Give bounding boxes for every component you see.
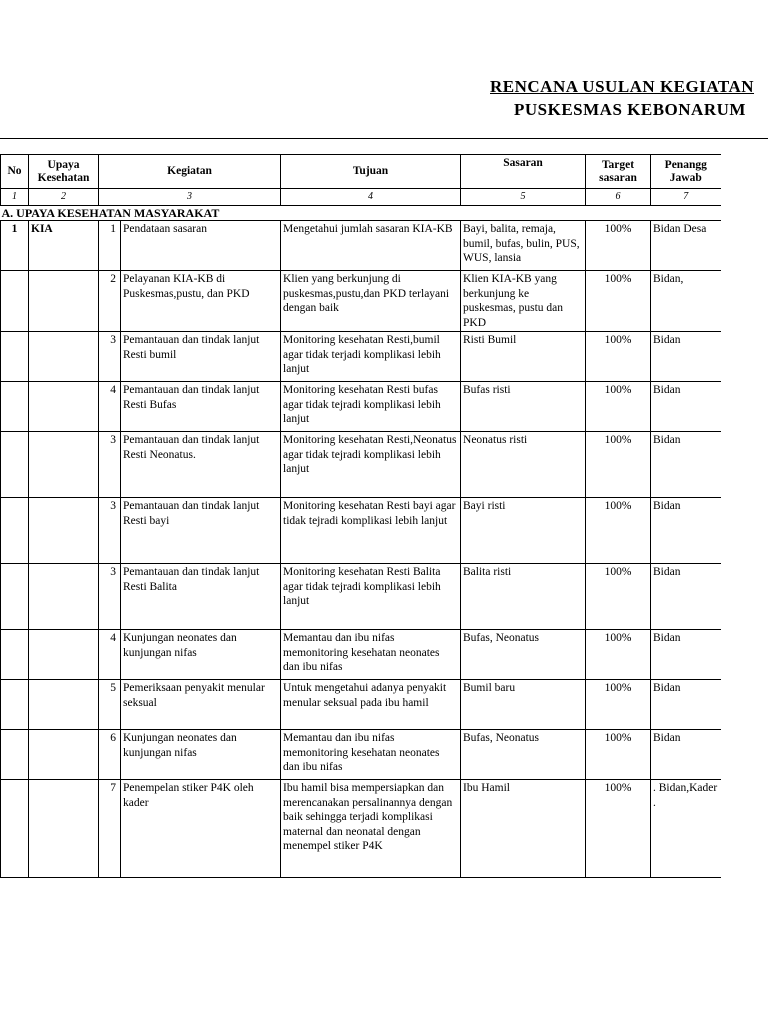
- row-tujuan: Monitoring kesehatan Resti Balita agar tidak tejradi komplikasi lebih lanjut: [281, 564, 461, 630]
- table-row: [1, 432, 721, 498]
- row-sasaran: Bayi risti: [461, 498, 586, 564]
- row-kegiatan: Pemantauan dan tindak lanjut Resti Balita: [121, 564, 281, 630]
- table-row: [1, 564, 721, 630]
- row-sub-number: 3: [99, 564, 121, 630]
- row-penanggung-jawab: Bidan: [651, 564, 721, 630]
- row-sasaran: Ibu Hamil: [461, 780, 586, 878]
- row-sub-number: 2: [99, 271, 121, 332]
- activity-plan-table: [0, 154, 721, 878]
- row-kegiatan: Pemantauan dan tindak lanjut Resti bumil: [121, 332, 281, 382]
- row-sub-number: 1: [99, 221, 121, 271]
- header-no: No: [1, 155, 29, 189]
- row-tujuan: Mengetahui jumlah sasaran KIA-KB: [281, 221, 461, 271]
- row-tujuan: Monitoring kesehatan Resti,Neonatus agar tidak tejradi komplikasi lebih lanjut: [281, 432, 461, 498]
- row-number: [1, 564, 29, 630]
- row-sub-number: 6: [99, 730, 121, 780]
- row-upaya: [29, 780, 99, 878]
- row-upaya: [29, 498, 99, 564]
- header-kegiatan: Kegiatan: [99, 155, 281, 189]
- row-target: 100%: [586, 630, 651, 680]
- row-sasaran: Klien KIA-KB yang berkunjung ke puskesmas, pustu dan PKD: [461, 271, 586, 332]
- table-row: [1, 498, 721, 564]
- row-kegiatan: Pendataan sasaran: [121, 221, 281, 271]
- row-sasaran: Bufas, Neonatus: [461, 630, 586, 680]
- row-number: 1: [1, 221, 29, 271]
- row-sasaran: Bayi, balita, remaja, bumil, bufas, bulin, PUS, WUS, lansia: [461, 221, 586, 271]
- row-sub-number: 3: [99, 432, 121, 498]
- table-body: [1, 221, 721, 878]
- row-upaya: [29, 730, 99, 780]
- row-upaya: [29, 432, 99, 498]
- row-kegiatan: Pelayanan KIA-KB di Puskesmas,pustu, dan PKD: [121, 271, 281, 332]
- row-kegiatan: Pemantauan dan tindak lanjut Resti bayi: [121, 498, 281, 564]
- row-sasaran: Bumil baru: [461, 680, 586, 730]
- row-target: 100%: [586, 564, 651, 630]
- row-upaya: [29, 564, 99, 630]
- table-row: [1, 630, 721, 680]
- table-row: [1, 780, 721, 878]
- header-row: [1, 155, 721, 189]
- row-number: [1, 630, 29, 680]
- row-target: 100%: [586, 221, 651, 271]
- section-title: A. UPAYA KESEHATAN MASYARAKAT: [1, 206, 721, 221]
- row-sub-number: 5: [99, 680, 121, 730]
- row-penanggung-jawab: Bidan: [651, 432, 721, 498]
- row-penanggung-jawab: Bidan: [651, 630, 721, 680]
- row-tujuan: Ibu hamil bisa mempersiapkan dan merencanakan persalinannya dengan baik sehingga terjadi komplikasi maternal dan neonatal dengan menempel stiker P4K: [281, 780, 461, 878]
- row-number: [1, 432, 29, 498]
- row-upaya: [29, 271, 99, 332]
- row-target: 100%: [586, 498, 651, 564]
- row-penanggung-jawab: Bidan: [651, 730, 721, 780]
- row-upaya: [29, 382, 99, 432]
- document-title: RENCANA USULAN KEGIATAN: [490, 77, 755, 96]
- header-sasaran: Sasaran: [461, 155, 586, 189]
- row-target: 100%: [586, 680, 651, 730]
- row-upaya: [29, 680, 99, 730]
- row-kegiatan: Pemantauan dan tindak lanjut Resti Neonatus.: [121, 432, 281, 498]
- column-number: 5: [461, 189, 586, 206]
- table-row: [1, 332, 721, 382]
- header-tujuan: Tujuan: [281, 155, 461, 189]
- row-kegiatan: Pemeriksaan penyakit menular seksual: [121, 680, 281, 730]
- row-upaya: [29, 332, 99, 382]
- column-number-row: [1, 189, 721, 206]
- row-tujuan: Monitoring kesehatan Resti,bumil agar tidak terjadi komplikasi lebih lanjut: [281, 332, 461, 382]
- row-tujuan: Klien yang berkunjung di puskesmas,pustu,dan PKD terlayani dengan baik: [281, 271, 461, 332]
- table-row: [1, 730, 721, 780]
- section-row: [1, 206, 721, 221]
- row-number: [1, 271, 29, 332]
- table-row: [1, 271, 721, 332]
- column-number: 2: [29, 189, 99, 206]
- column-number: 4: [281, 189, 461, 206]
- row-number: [1, 680, 29, 730]
- top-divider: [0, 138, 768, 139]
- row-tujuan: Memantau dan ibu nifas memonitoring kesehatan neonates dan ibu nifas: [281, 630, 461, 680]
- row-target: 100%: [586, 730, 651, 780]
- row-penanggung-jawab: Bidan Desa: [651, 221, 721, 271]
- row-penanggung-jawab: Bidan: [651, 680, 721, 730]
- row-number: [1, 780, 29, 878]
- header-penanggung-jawab: Penangg Jawab: [651, 155, 721, 189]
- table-row: [1, 382, 721, 432]
- row-kegiatan: Penempelan stiker P4K oleh kader: [121, 780, 281, 878]
- row-penanggung-jawab: Bidan: [651, 498, 721, 564]
- row-kegiatan: Kunjungan neonates dan kunjungan nifas: [121, 730, 281, 780]
- row-sub-number: 4: [99, 630, 121, 680]
- row-number: [1, 382, 29, 432]
- row-target: 100%: [586, 332, 651, 382]
- row-penanggung-jawab: Bidan,: [651, 271, 721, 332]
- row-sub-number: 3: [99, 332, 121, 382]
- row-penanggung-jawab: Bidan: [651, 332, 721, 382]
- row-penanggung-jawab: Bidan: [651, 382, 721, 432]
- row-target: 100%: [586, 271, 651, 332]
- row-sub-number: 3: [99, 498, 121, 564]
- row-upaya: [29, 630, 99, 680]
- row-target: 100%: [586, 432, 651, 498]
- row-penanggung-jawab: . Bidan,Kader .: [651, 780, 721, 878]
- row-kegiatan: Pemantauan dan tindak lanjut Resti Bufas: [121, 382, 281, 432]
- column-number: 7: [651, 189, 721, 206]
- row-tujuan: Untuk mengetahui adanya penyakit menular seksual pada ibu hamil: [281, 680, 461, 730]
- row-upaya: KIA: [29, 221, 99, 271]
- document-subtitle: PUSKESMAS KEBONARUM: [514, 100, 746, 119]
- row-sasaran: Balita risti: [461, 564, 586, 630]
- row-number: [1, 332, 29, 382]
- row-sasaran: Bufas, Neonatus: [461, 730, 586, 780]
- column-number: 6: [586, 189, 651, 206]
- row-sasaran: Risti Bumil: [461, 332, 586, 382]
- table-row: [1, 221, 721, 271]
- row-number: [1, 730, 29, 780]
- table-row: [1, 680, 721, 730]
- row-sub-number: 7: [99, 780, 121, 878]
- row-sasaran: Bufas risti: [461, 382, 586, 432]
- header-target: Target sasaran: [586, 155, 651, 189]
- column-number: 1: [1, 189, 29, 206]
- row-tujuan: Monitoring kesehatan Resti bufas agar tidak tejradi komplikasi lebih lanjut: [281, 382, 461, 432]
- row-sasaran: Neonatus risti: [461, 432, 586, 498]
- row-target: 100%: [586, 780, 651, 878]
- header-upaya: Upaya Kesehatan: [29, 155, 99, 189]
- row-number: [1, 498, 29, 564]
- row-tujuan: Memantau dan ibu nifas memonitoring kesehatan neonates dan ibu nifas: [281, 730, 461, 780]
- row-kegiatan: Kunjungan neonates dan kunjungan nifas: [121, 630, 281, 680]
- column-number: 3: [99, 189, 281, 206]
- row-sub-number: 4: [99, 382, 121, 432]
- row-target: 100%: [586, 382, 651, 432]
- row-tujuan: Monitoring kesehatan Resti bayi agar tidak tejradi komplikasi lebih lanjut: [281, 498, 461, 564]
